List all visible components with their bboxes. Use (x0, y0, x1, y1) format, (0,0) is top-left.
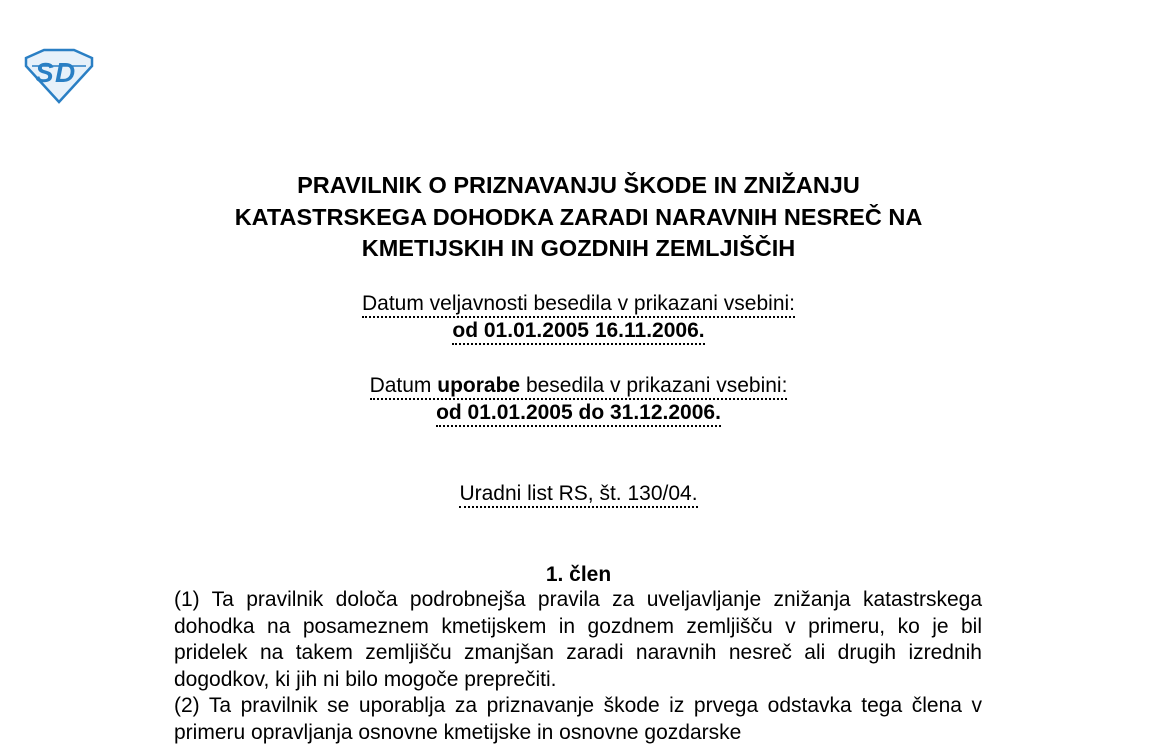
validity-block (170, 290, 987, 344)
sd-shield-logo-icon (22, 48, 96, 104)
gazette-block (170, 480, 987, 507)
svg-text:S: S (35, 57, 54, 88)
article-title: 1. člen (545, 563, 612, 586)
usage-label[interactable] (370, 374, 788, 400)
usage-block (170, 372, 987, 426)
article-paragraph: (1) Ta pravilnik določa podrobnejša pravila za uveljavljanje znižanja katastrskega dohodka na posameznem kmetijskem in gozdnem zemljišču v primeru, ko je bil pridelek na takem zemljišču zmanjšan zaradi naravnih nesreč ali drugih izrednih dogodkov, ki jih ni bilo mogoče preprečiti. (174, 588, 982, 691)
title-line: KMETIJSKIH IN GOZDNIH ZEMLJIŠČIH (361, 235, 796, 261)
title-line: PRAVILNIK O PRIZNAVANJU ŠKODE IN ZNIŽANJU (297, 172, 860, 198)
validity-value[interactable]: od 01.01.2005 16.11.2006. (452, 319, 704, 345)
sd-logo (22, 48, 96, 104)
validity-label[interactable]: Datum veljavnosti besedila v prikazani vsebini: (362, 292, 795, 318)
usage-label-bold: uporabe (437, 374, 521, 397)
gazette-reference[interactable]: Uradni list RS, št. 130/04. (459, 482, 697, 508)
document-title (170, 170, 987, 265)
article-paragraph: (2) Ta pravilnik se uporablja za priznavanje škode iz prvega odstavka tega člena v primeru opravljanja osnovne kmetijske in osnovne gozdarske (174, 694, 982, 744)
title-line: KATASTRSKEGA DOHODKA ZARADI NARAVNIH NESREČ NA (234, 203, 923, 230)
usage-value[interactable]: od 01.01.2005 do 31.12.2006. (436, 401, 721, 427)
article-body (174, 587, 982, 746)
svg-text:D: D (55, 57, 76, 88)
usage-label-prefix: Datum (369, 374, 438, 397)
usage-label-suffix: besedila v prikazani vsebini: (520, 374, 788, 397)
